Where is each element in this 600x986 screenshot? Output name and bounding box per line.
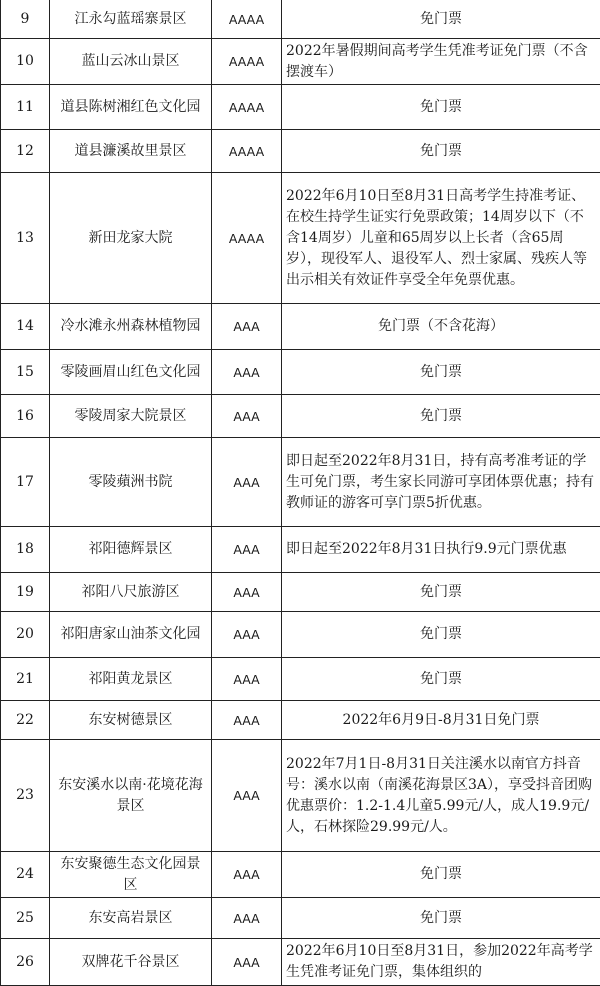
table-row — [1, 898, 600, 939]
scenic-spot-name: 祁阳八尺旅游区 — [50, 573, 212, 612]
ticket-policy: 即日起至2022年8月31日，持有高考准考证的学生可免门票，考生家长同游可享团体票优惠；持有教师证的游客可享门票5折优惠。 — [282, 438, 600, 527]
scenic-spot-level: AAAA — [212, 85, 282, 130]
table-body — [1, 0, 600, 986]
row-number: 21 — [1, 658, 50, 701]
ticket-policy: 免门票 — [282, 898, 600, 939]
scenic-spot-name: 祁阳唐家山油茶文化园 — [50, 612, 212, 658]
table-row — [1, 740, 600, 852]
table-row — [1, 612, 600, 658]
table-row — [1, 573, 600, 612]
row-number: 25 — [1, 898, 50, 939]
ticket-policy: 免门票 — [282, 852, 600, 898]
row-number: 18 — [1, 527, 50, 573]
ticket-policy: 免门票 — [282, 130, 600, 173]
row-number: 19 — [1, 573, 50, 612]
row-number: 23 — [1, 740, 50, 852]
scenic-spot-name: 祁阳德辉景区 — [50, 527, 212, 573]
ticket-policy: 免门票（不含花海） — [282, 304, 600, 350]
table-row — [1, 350, 600, 395]
row-number: 13 — [1, 173, 50, 304]
scenic-spot-level: AAA — [212, 852, 282, 898]
table-row — [1, 0, 600, 39]
scenic-spot-name: 冷水滩永州森林植物园 — [50, 304, 212, 350]
row-number: 14 — [1, 304, 50, 350]
scenic-spot-level: AAA — [212, 350, 282, 395]
row-number: 9 — [1, 0, 50, 39]
scenic-spot-level: AAAA — [212, 0, 282, 39]
scenic-spot-level: AAA — [212, 898, 282, 939]
ticket-policy: 免门票 — [282, 658, 600, 701]
row-number: 22 — [1, 701, 50, 740]
scenic-spot-level: AAAA — [212, 130, 282, 173]
table-row — [1, 173, 600, 304]
row-number: 26 — [1, 939, 50, 986]
scenic-spot-name: 零陵蘋洲书院 — [50, 438, 212, 527]
row-number: 15 — [1, 350, 50, 395]
scenic-spot-name: 零陵周家大院景区 — [50, 395, 212, 438]
row-number: 24 — [1, 852, 50, 898]
table-row — [1, 39, 600, 85]
table-row — [1, 85, 600, 130]
row-number: 16 — [1, 395, 50, 438]
scenic-spot-name: 东安溪水以南·花境花海景区 — [50, 740, 212, 852]
ticket-policy: 即日起至2022年8月31日执行9.9元门票优惠 — [282, 527, 600, 573]
scenic-spot-level: AAA — [212, 527, 282, 573]
table-row — [1, 852, 600, 898]
ticket-policy: 2022年6月10日至8月31日，参加2022年高考学生凭准考证免门票，集体组织的 — [282, 939, 600, 986]
ticket-policy: 2022年暑假期间高考学生凭准考证免门票（不含摆渡车） — [282, 39, 600, 85]
scenic-spot-level: AAA — [212, 304, 282, 350]
scenic-spot-level: AAA — [212, 438, 282, 527]
row-number: 12 — [1, 130, 50, 173]
scenic-spot-level: AAA — [212, 612, 282, 658]
table-row — [1, 527, 600, 573]
row-number: 11 — [1, 85, 50, 130]
scenic-spot-name: 道县濂溪故里景区 — [50, 130, 212, 173]
scenic-spot-name: 双牌花千谷景区 — [50, 939, 212, 986]
scenic-spot-level: AAA — [212, 701, 282, 740]
scenic-spot-level: AAA — [212, 573, 282, 612]
scenic-spot-name: 东安高岩景区 — [50, 898, 212, 939]
table-row — [1, 395, 600, 438]
scenic-spot-name: 新田龙家大院 — [50, 173, 212, 304]
scenic-spot-name: 江永勾蓝瑶寨景区 — [50, 0, 212, 39]
table-row — [1, 701, 600, 740]
table-row — [1, 438, 600, 527]
ticket-policy: 免门票 — [282, 350, 600, 395]
scenic-spot-level: AAAA — [212, 39, 282, 85]
ticket-policy: 免门票 — [282, 612, 600, 658]
row-number: 17 — [1, 438, 50, 527]
ticket-policy: 免门票 — [282, 85, 600, 130]
scenic-spot-level: AAA — [212, 740, 282, 852]
row-number: 20 — [1, 612, 50, 658]
scenic-spot-level: AAA — [212, 939, 282, 986]
ticket-policy: 免门票 — [282, 395, 600, 438]
ticket-policy: 2022年7月1日-8月31日关注溪水以南官方抖音号：溪水以南（南溪花海景区3A），享受抖音团购优惠票价：1.2-1.4儿童5.99元/人，成人19.9元/人，石林探险29.99元/人。 — [282, 740, 600, 852]
scenic-spot-level: AAA — [212, 658, 282, 701]
ticket-policy: 2022年6月9日-8月31日免门票 — [282, 701, 600, 740]
table-row — [1, 304, 600, 350]
table-row — [1, 939, 600, 986]
scenic-spot-level: AAAA — [212, 173, 282, 304]
ticket-policy: 免门票 — [282, 573, 600, 612]
table-row — [1, 658, 600, 701]
scenic-spot-name: 东安树德景区 — [50, 701, 212, 740]
scenic-spot-name: 道县陈树湘红色文化园 — [50, 85, 212, 130]
row-number: 10 — [1, 39, 50, 85]
scenic-spot-name: 东安聚德生态文化园景区 — [50, 852, 212, 898]
scenic-spot-level: AAA — [212, 395, 282, 438]
scenic-spot-name: 蓝山云冰山景区 — [50, 39, 212, 85]
scenic-spot-name: 零陵画眉山红色文化园 — [50, 350, 212, 395]
ticket-policy: 2022年6月10日至8月31日高考学生持准考证、在校生持学生证实行免票政策；14周岁以下（不含14周岁）儿童和65周岁以上长者（含65周岁），现役军人、退役军人、烈士家属、残疾人等出示相关有效证件享受全年免票优惠。 — [282, 173, 600, 304]
ticket-policy: 免门票 — [282, 0, 600, 39]
table-row — [1, 130, 600, 173]
scenic-spot-name: 祁阳黄龙景区 — [50, 658, 212, 701]
